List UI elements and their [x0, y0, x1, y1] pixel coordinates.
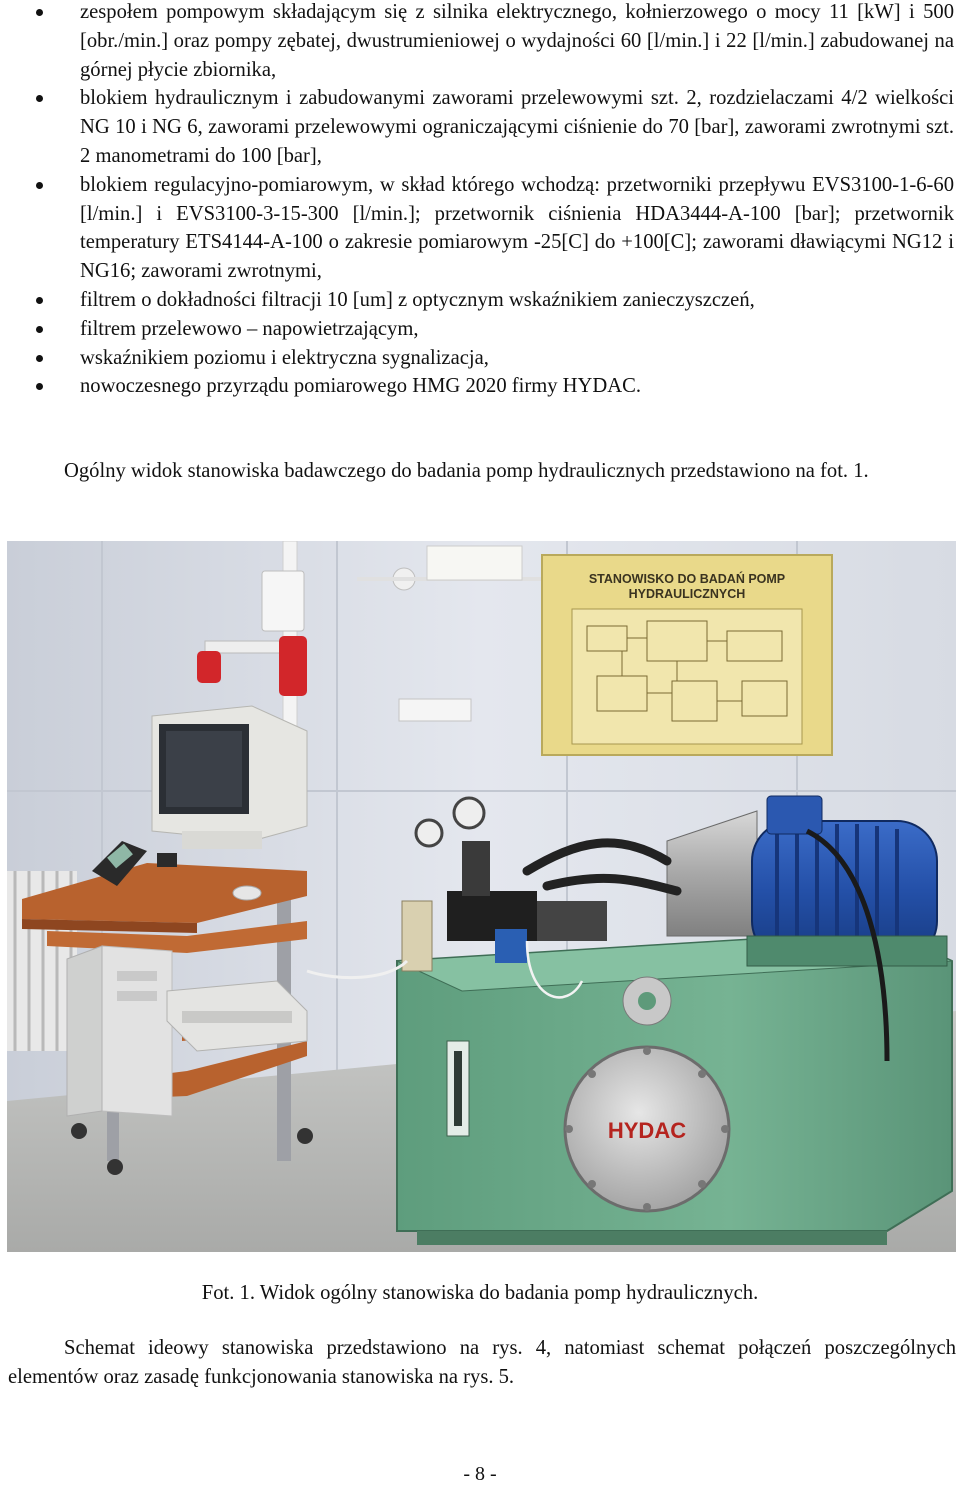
wall-notice — [427, 546, 522, 580]
bullet-icon — [36, 95, 43, 102]
equipment-list — [0, 0, 960, 401]
photo-caption: Fot. 1. Widok ogólny stanowiska do badania pomp hydraulicznych. — [201, 1282, 759, 1304]
list-item: blokiem hydraulicznym i zabudowanymi zaworami przelewowymi szt. 2, rozdzielaczami 4/2 wielkości NG 10 i NG 6, zaworami przelewowymi ograniczającymi ciśnienie do 70 [bar], zaworami zwrotnymi szt. 2 manometrami do 100 [bar], — [0, 84, 960, 170]
bullet-icon — [36, 182, 43, 189]
sign-title: STANOWISKO DO BADAŃ POMP — [588, 572, 786, 586]
manometer — [416, 820, 442, 846]
pc-tower — [67, 946, 172, 1116]
terminal-box — [767, 796, 822, 834]
wall-sign — [542, 555, 832, 755]
switch-box — [262, 571, 304, 631]
power-adapter — [157, 853, 177, 867]
mouse — [233, 886, 261, 900]
hydac-logo: HYDAC — [607, 1118, 687, 1143]
list-item: wskaźnikiem poziomu i elektryczna sygnalizacja, — [0, 344, 960, 373]
manometer — [454, 798, 484, 828]
wall-outlet — [399, 699, 471, 721]
list-item: zespołem pompowym składającym się z silnika elektrycznego, kołnierzowego o mocy 11 [kW] i 500 [obr./min.] oraz pompy zębatej, dwustrumieniowej o wydajności 60 [l/min.] i 22 [l/min.] zabudowanej na górnej płycie zbiornika, — [0, 0, 960, 84]
bullet-icon — [36, 297, 43, 304]
solenoid-valve — [495, 929, 527, 963]
test-stand-photo — [7, 541, 956, 1252]
bullet-icon — [36, 383, 43, 390]
bullet-icon — [36, 9, 43, 16]
sign-subtitle: HYDRAULICZNYCH — [628, 587, 746, 601]
hydraulic-tank — [397, 931, 952, 1245]
intro-paragraph: Ogólny widok stanowiska badawczego do badania pomp hydraulicznych przedstawiono na fot. 1. — [64, 460, 869, 482]
list-item: filtrem o dokładności filtracji 10 [um] z optycznym wskaźnikiem zanieczyszczeń, — [0, 286, 960, 315]
bullet-icon — [36, 355, 43, 362]
list-item: blokiem regulacyjno-pomiarowym, w skład którego wchodzą: przetworniki przepływu EVS3100-1-6-60 [l/min.] i EVS3100-3-15-300 [l/min.]; przetwornik ciśnienia HDA3444-A-100 [bar]; przetwornik temperatury ETS4144-A-100 o zakresie pomiarowym -25[C] do +100[C]; zaworami dławiącymi NG12 i NG16; zaworami zwrotnymi, — [0, 171, 960, 286]
bullet-icon — [36, 326, 43, 333]
printer — [167, 981, 307, 1051]
schematic-paragraph: Schemat ideowy stanowiska przedstawiono na rys. 4, natomiast schemat połączeń poszczególnych elementów oraz zasadę funkcjonowania stanowiska na rys. 5. — [8, 1337, 956, 1388]
page-number: - 8 - — [463, 1463, 497, 1485]
list-item: filtrem przelewowo – napowietrzającym, — [0, 315, 960, 344]
crt-monitor — [152, 706, 307, 849]
list-item: nowoczesnego przyrządu pomiarowego HMG 2020 firmy HYDAC. — [0, 372, 960, 401]
